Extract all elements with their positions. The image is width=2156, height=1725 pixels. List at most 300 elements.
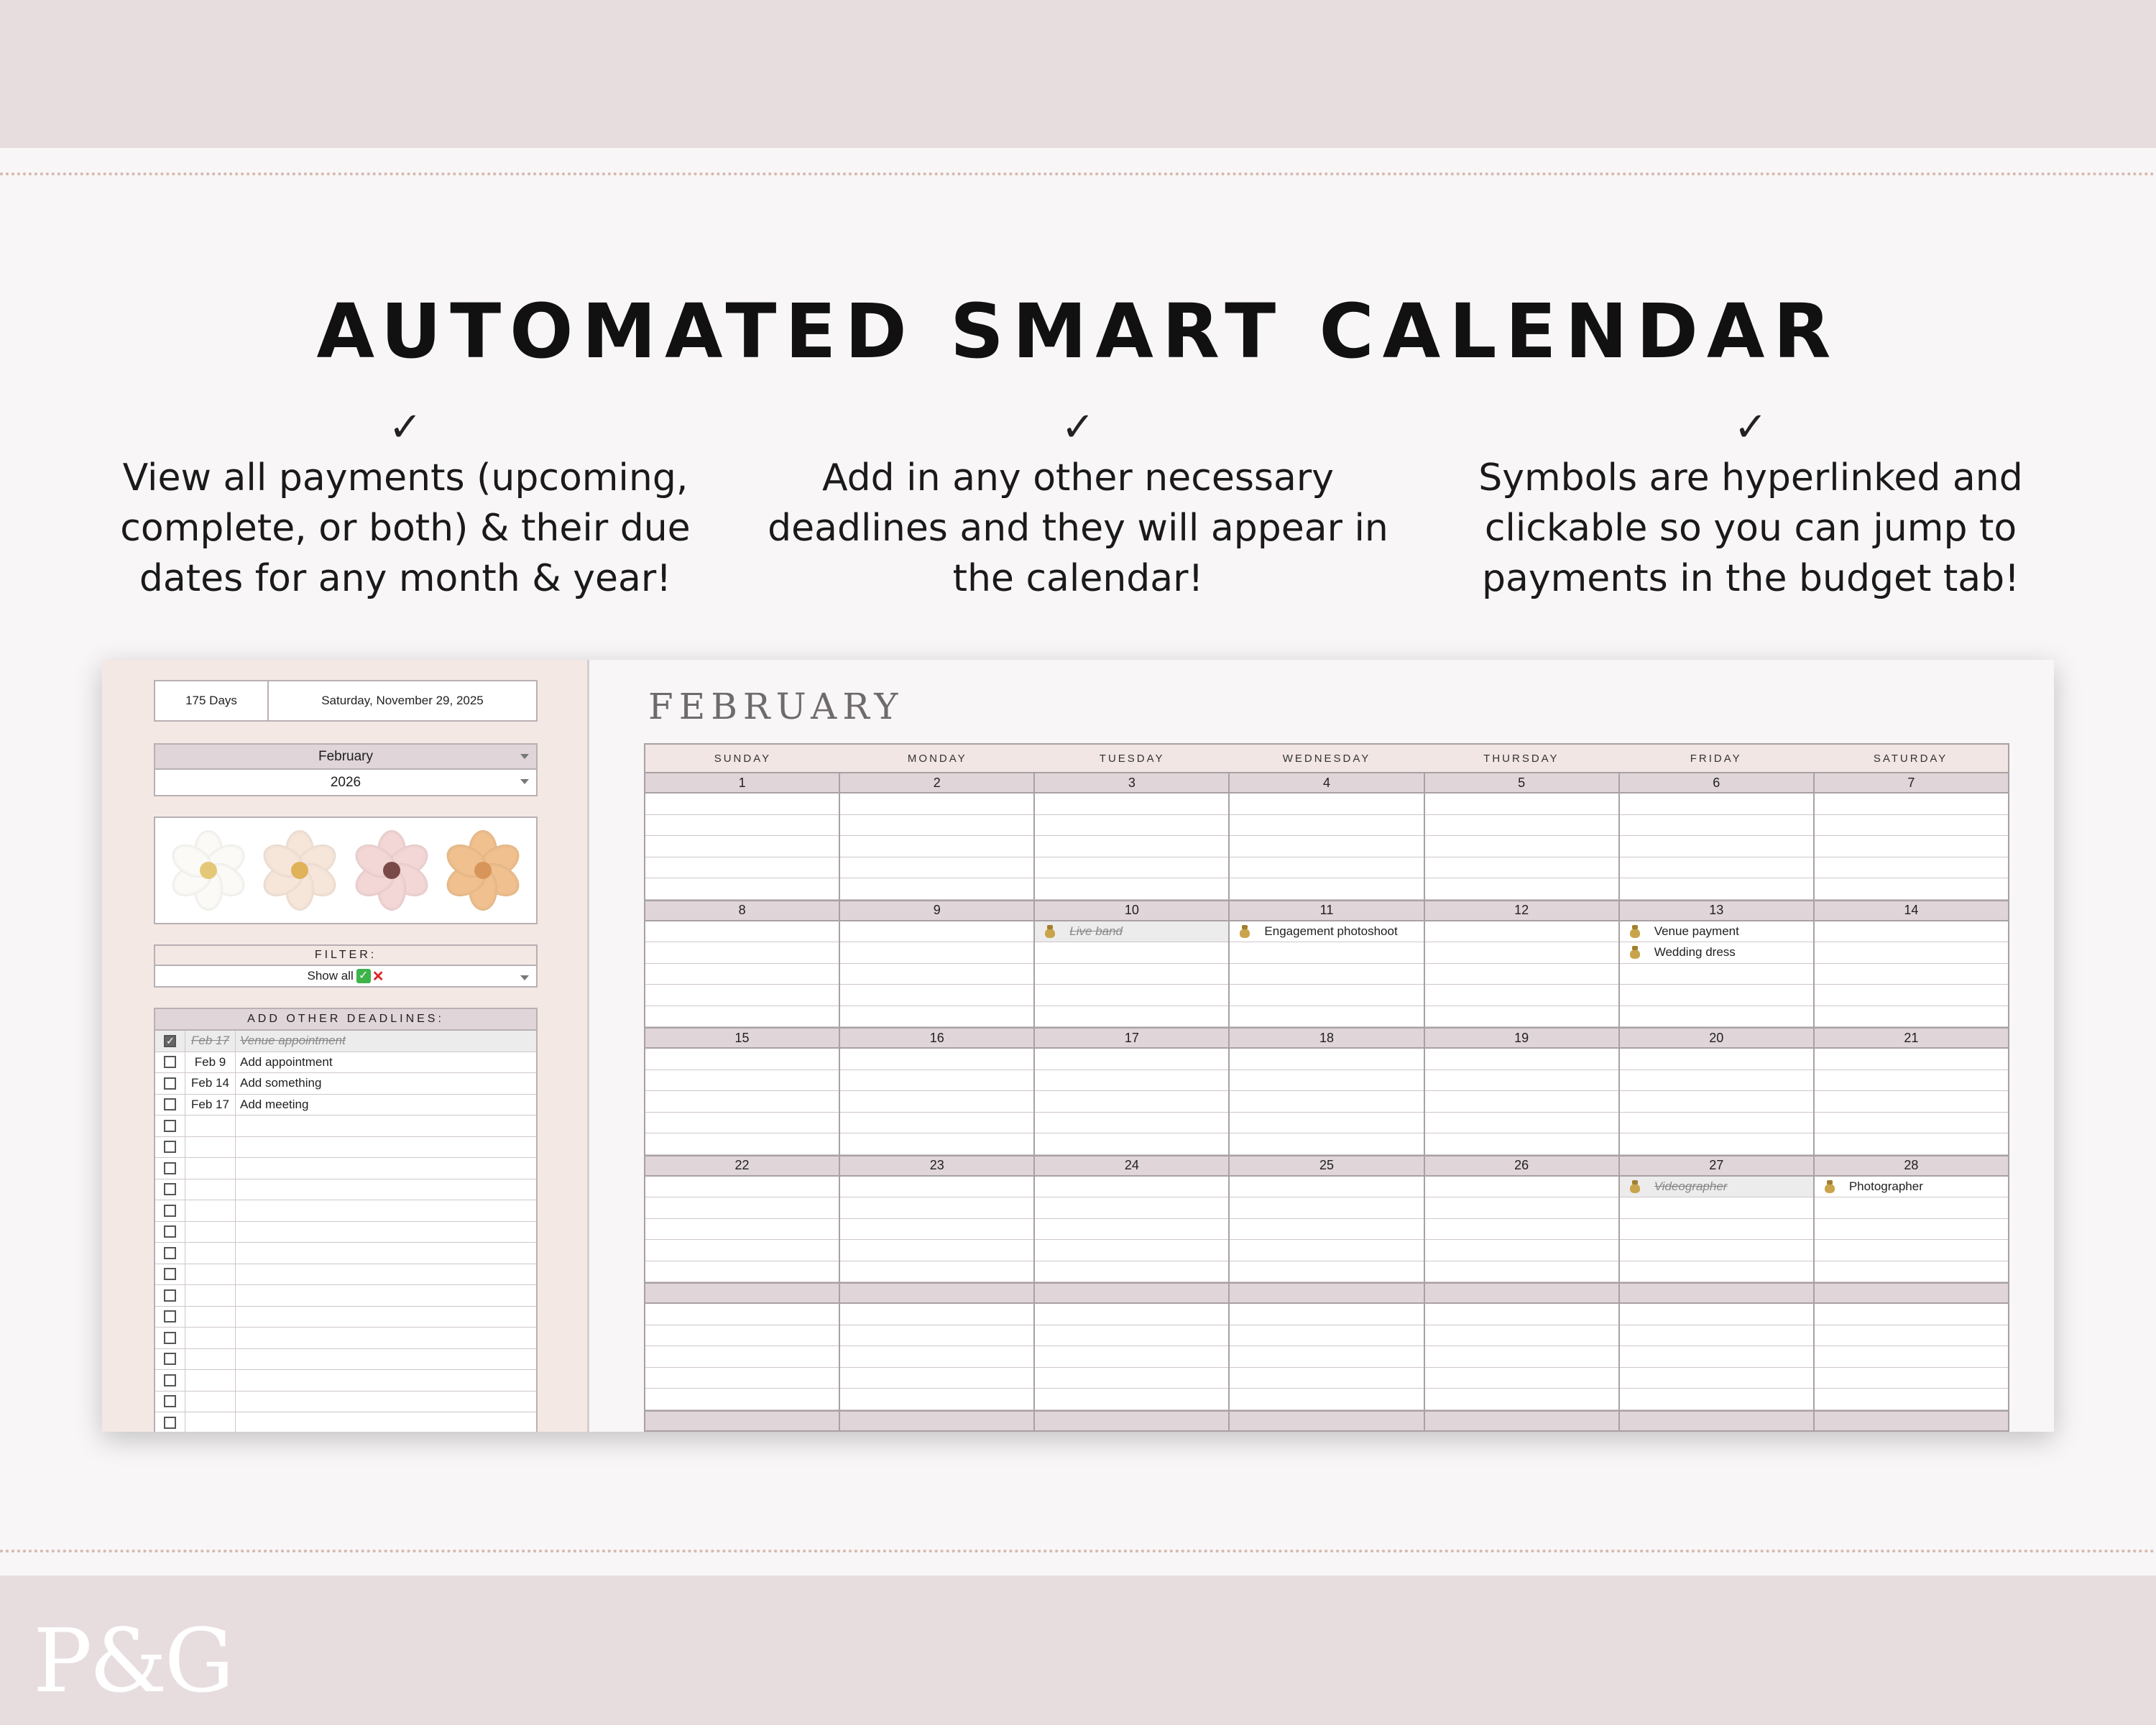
event-label: Engagement photoshoot [1264,924,1398,938]
list-item [155,1412,536,1432]
cell-line [645,1070,839,1092]
cell-line [1815,985,2008,1006]
day-cell [1035,794,1230,900]
event-label: Photographer [1848,1179,1923,1193]
cell-line [840,1219,1033,1241]
date-number: 1 [645,773,840,792]
deadline-checkbox-cell [155,1328,185,1348]
money-bag-icon[interactable] [1238,925,1251,938]
date-number [645,1284,840,1302]
cell-line [1815,1325,2008,1347]
day-cell [1425,1177,1620,1283]
deadline-date[interactable]: Feb 9 [185,1052,236,1073]
deadline-checkbox-cell [155,1179,185,1200]
cell-line [1815,836,2008,857]
day-cell [840,1304,1035,1410]
cell-line [1815,1219,2008,1241]
cell-line [1425,1070,1618,1092]
cell-line [1035,964,1228,985]
date-number-row [645,1027,2008,1049]
cell-line [1620,1325,1813,1347]
deadline-date[interactable] [185,1349,236,1370]
calendar-week [645,900,2008,1028]
cell-line [1815,1113,2008,1134]
cell-line [1620,985,1813,1006]
day-cell [1620,1049,1815,1155]
cell-line [645,1240,839,1261]
list-item [155,1392,536,1413]
deadline-checkbox[interactable] [164,1310,176,1322]
calendar-event [1620,1177,1813,1198]
cell-line [1425,1240,1618,1261]
day-cell [1230,1177,1424,1283]
cell-line [1230,1304,1423,1325]
event-label: Wedding dress [1654,945,1736,960]
deadline-checkbox[interactable] [164,1162,176,1174]
cell-line [1815,1133,2008,1155]
cell-line [1815,1389,2008,1410]
deadline-date[interactable] [185,1412,236,1432]
date-number [1425,1412,1620,1430]
list-item [155,1031,536,1052]
cell-line [1230,1091,1423,1113]
cell-line [1620,1304,1813,1325]
event-label: Videographer [1654,1179,1728,1193]
list-item [155,1285,536,1307]
cell-line [1815,815,2008,837]
check-icon: ✓ [1061,404,1095,451]
cell-line [1230,1197,1423,1219]
deadline-date[interactable] [185,1370,236,1391]
cell-line [1815,1197,2008,1219]
cell-line [1230,794,1423,815]
cell-line [1035,1197,1228,1219]
deadline-checkbox-cell [155,1095,185,1116]
weekday-label: MONDAY [907,752,967,765]
date-number: 10 [1035,901,1230,920]
deadline-date[interactable] [185,1200,236,1221]
cell-line [1230,1325,1423,1347]
cell-line [840,1006,1033,1028]
cell-line [645,815,839,837]
cell-line [1230,985,1423,1006]
cell-line [645,985,839,1006]
cell-line [1815,1240,2008,1261]
deadline-date[interactable] [185,1328,236,1348]
deadline-checkbox[interactable] [164,1395,176,1407]
brand-logo: P&G [33,1610,232,1712]
cell-line [1425,1197,1618,1219]
deadline-date[interactable] [185,1307,236,1328]
deadline-date[interactable] [185,1137,236,1158]
deadline-checkbox[interactable] [164,1077,176,1090]
cell-line [840,857,1033,879]
cell-line [840,1091,1033,1113]
deadline-checkbox[interactable] [164,1183,176,1195]
cell-line [840,964,1033,985]
date-number-row [645,900,2008,921]
cell-line [1230,1070,1423,1092]
cell-line [1035,1049,1228,1070]
deadline-text[interactable]: Add appointment [240,1054,333,1069]
weekday-label: WEDNESDAY [1282,752,1371,765]
date-number-row [645,772,2008,794]
date-number: 2 [840,773,1035,792]
date-number [1815,1412,2008,1430]
calendar-event [1620,942,1813,964]
cell-line [1035,1219,1228,1241]
cell-line [1035,1389,1228,1410]
flower-illustration [154,816,538,924]
red-x-icon: ✕ [372,968,384,985]
deadline-date[interactable] [185,1285,236,1306]
cell-line [645,1113,839,1134]
filter-dropdown[interactable]: Show all ✓ ✕ [155,966,536,986]
calendar-event [1815,1177,2008,1198]
date-number: 14 [1904,903,1919,917]
cell-line [1425,1113,1618,1134]
day-cell [1035,1049,1230,1155]
cell-line [1425,1368,1618,1389]
day-cell [1230,921,1424,1028]
cell-line [840,794,1033,815]
date-number: 19 [1425,1029,1620,1047]
cell-line [1815,964,2008,985]
date-number [1230,1412,1424,1430]
cell-line [1620,1113,1813,1134]
list-item [155,1158,536,1179]
chevron-down-icon [520,975,529,980]
cell-line [1035,794,1228,815]
weekday-label: THURSDAY [1483,752,1560,765]
money-bag-icon[interactable] [1628,925,1641,938]
cell-line [1815,1091,2008,1113]
cell-line [1425,815,1618,837]
feature-text: Symbols are hyperlinked and clickable so you can jump to payments in the budget tab! [1478,456,2023,600]
cell-line [1620,815,1813,837]
calendar-week [645,1282,2008,1410]
cell-line [1815,1261,2008,1283]
dotted-divider-bottom [0,1550,2156,1552]
day-cell [1230,794,1424,900]
deadline-checkbox-cell [155,1285,185,1306]
feature-payments [75,402,736,604]
cell-line [645,1177,839,1198]
date-number-row [645,1410,2008,1432]
cell-line [1230,815,1423,837]
chevron-down-icon [520,779,529,784]
cell-line [1230,1133,1423,1155]
cell-line [645,1346,839,1368]
cell-line [1815,794,2008,815]
date-number: 23 [840,1156,1035,1175]
deadline-checkbox-cell [155,1222,185,1243]
cell-line [645,836,839,857]
deadline-text[interactable]: Add meeting [240,1097,309,1111]
deadline-date[interactable] [185,1116,236,1136]
deadline-checkbox[interactable] [164,1035,176,1047]
date-number: 16 [840,1029,1035,1047]
cell-line [1815,1368,2008,1389]
feature-text: Add in any other necessary deadlines and they will appear in the calendar! [768,456,1388,600]
deadline-checkbox[interactable] [164,1225,176,1238]
deadline-checkbox[interactable] [164,1289,176,1302]
cell-line [1620,1049,1813,1070]
cell-line [1620,964,1813,985]
cell-line [1425,1091,1618,1113]
cell-line [1620,1091,1813,1113]
cell-line [1620,1219,1813,1241]
deadline-checkbox-cell [155,1349,185,1370]
cell-line [1425,1389,1618,1410]
deadline-checkbox-cell [155,1264,185,1285]
cell-line [645,1304,839,1325]
day-cell [645,794,840,900]
calendar-week [645,772,2008,900]
day-cell [1815,794,2008,900]
calendar-event [1230,921,1423,943]
date-number [1620,1284,1815,1302]
money-bag-icon[interactable] [1628,1180,1641,1193]
cell-line [645,878,839,900]
check-icon: ✓ [1733,404,1768,451]
deadline-date[interactable] [185,1158,236,1179]
list-item [155,1179,536,1201]
cell-line [645,1325,839,1347]
cell-line [1035,942,1228,964]
list-item [155,1307,536,1328]
feature-text: View all payments (upcoming, complete, or both) & their due dates for any month & year! [120,456,691,600]
cell-line [1620,1070,1813,1092]
cell-line [840,878,1033,900]
deadline-text[interactable]: Venue appointment [240,1034,346,1048]
day-cell [1230,1049,1424,1155]
money-bag-icon[interactable] [1628,946,1641,959]
day-cell [1425,1049,1620,1155]
day-cell [645,1177,840,1283]
date-number [840,1284,1035,1302]
event-label: Live band [1069,924,1123,938]
feature-deadlines [747,402,1409,604]
filter-box [154,944,538,988]
deadline-checkbox[interactable] [164,1374,176,1386]
deadline-checkbox[interactable] [164,1098,176,1110]
cell-line [1230,1113,1423,1134]
calendar-event [1035,921,1228,943]
cell-line [840,836,1033,857]
date-number: 6 [1620,773,1815,792]
dotted-divider-top [0,172,2156,175]
cell-line [1035,1177,1228,1198]
month-dropdown[interactable]: February [155,745,536,770]
date-number [840,1412,1035,1430]
list-item [155,1349,536,1371]
cell-line [1425,921,1618,943]
cell-line [1230,857,1423,879]
cell-line [1035,1133,1228,1155]
date-number: 26 [1425,1156,1620,1175]
calendar-week [645,1027,2008,1155]
cell-line [1230,1006,1423,1028]
cell-line [645,794,839,815]
month-title: FEBRUARY [648,686,904,727]
cell-line [1815,1006,2008,1028]
cell-line [1230,836,1423,857]
weekday-label: FRIDAY [1690,752,1742,765]
deadline-checkbox[interactable] [164,1141,176,1153]
deadline-checkbox[interactable] [164,1332,176,1344]
cell-line [1425,836,1618,857]
day-cell [645,921,840,1028]
cell-line [1425,1049,1618,1070]
cell-line [1035,857,1228,879]
deadline-date[interactable] [185,1222,236,1243]
countdown-box [154,680,538,722]
deadlines-title: ADD OTHER DEADLINES: [155,1009,536,1031]
cell-line [1035,1346,1228,1368]
date-number: 12 [1425,901,1620,920]
cell-line [1620,1389,1813,1410]
day-cell [1620,794,1815,900]
cell-line [1230,1368,1423,1389]
cell-line [1815,921,2008,943]
date-number [1620,1412,1815,1430]
cell-line [840,1197,1033,1219]
day-cell [1230,1304,1424,1410]
cell-line [1425,1346,1618,1368]
list-item [155,1137,536,1159]
list-item [155,1264,536,1286]
cell-line [840,1240,1033,1261]
deadline-checkbox[interactable] [164,1205,176,1217]
cell-line [1620,878,1813,900]
year-dropdown[interactable]: 2026 [155,770,536,795]
cell-line [645,1091,839,1113]
cell-line [1425,1006,1618,1028]
date-number: 13 [1620,901,1815,920]
deadline-date[interactable]: Feb 17 [185,1095,236,1116]
money-bag-icon[interactable] [1823,1180,1836,1193]
cell-line [840,815,1033,837]
deadline-date[interactable] [185,1243,236,1264]
cell-line [1815,857,2008,879]
deadline-checkbox[interactable] [164,1417,176,1429]
weekday-label: SUNDAY [714,752,772,765]
cell-line [1035,1261,1228,1283]
cell-line [645,921,839,943]
money-bag-icon[interactable] [1044,925,1056,938]
flower-icon [351,830,432,911]
cell-line [840,942,1033,964]
deadline-date[interactable] [185,1179,236,1200]
date-number [645,1412,840,1430]
cell-line [1815,1304,2008,1325]
cell-line [840,1304,1033,1325]
cell-line [1620,1006,1813,1028]
cell-line [1425,1133,1618,1155]
date-number: 24 [1035,1156,1230,1175]
date-number: 28 [1904,1158,1919,1172]
day-cell [840,1177,1035,1283]
calendar-week [645,1155,2008,1283]
cell-line [1230,1219,1423,1241]
deadline-date[interactable] [185,1392,236,1412]
cell-line [1425,857,1618,879]
cell-line [1230,942,1423,964]
cell-line [1035,1240,1228,1261]
day-cell [1035,1177,1230,1283]
chevron-down-icon [520,754,529,759]
deadline-date[interactable]: Feb 14 [185,1073,236,1094]
cell-line [1425,878,1618,900]
day-cell [645,1049,840,1155]
date-number: 9 [840,901,1035,920]
calendar-week [645,1410,2008,1432]
cell-line [1230,1177,1423,1198]
cell-line [840,985,1033,1006]
day-cell [1815,1177,2008,1283]
deadline-checkbox[interactable] [164,1247,176,1259]
cell-line [645,1368,839,1389]
month-year-selector [154,743,538,796]
date-number [1230,1284,1424,1302]
date-number: 20 [1620,1029,1815,1047]
calendar-event [1620,921,1813,943]
date-number: 8 [645,901,840,920]
date-number: 18 [1230,1029,1424,1047]
weekday-header [645,743,2008,772]
date-number: 5 [1425,773,1620,792]
deadline-checkbox[interactable] [164,1353,176,1365]
deadline-checkbox[interactable] [164,1056,176,1068]
today-date: Saturday, November 29, 2025 [321,694,484,707]
cell-line [1425,964,1618,985]
date-number: 3 [1035,773,1230,792]
deadline-date[interactable]: Feb 17 [185,1031,236,1052]
list-item [155,1116,536,1137]
date-number: 11 [1230,901,1424,920]
day-cell [1425,794,1620,900]
deadline-checkbox-cell [155,1158,185,1179]
date-number [1815,1284,2008,1302]
cell-line [1425,942,1618,964]
date-number [1425,1284,1620,1302]
deadline-checkbox-cell [155,1137,185,1158]
cell-line [1035,1325,1228,1347]
deadline-checkbox[interactable] [164,1120,176,1132]
cell-line [1035,1070,1228,1092]
cell-line [1620,794,1813,815]
deadline-text[interactable]: Add something [240,1076,322,1090]
deadline-date[interactable] [185,1264,236,1285]
cell-line [840,1113,1033,1134]
day-cell [1815,1049,2008,1155]
list-item [155,1073,536,1095]
cell-line [1230,1389,1423,1410]
cell-line [840,1389,1033,1410]
cell-line [1620,1197,1813,1219]
day-cell [1620,921,1815,1028]
deadline-checkbox[interactable] [164,1268,176,1280]
weekday-label: TUESDAY [1099,752,1165,765]
cell-line [1815,878,2008,900]
deadline-checkbox-cell [155,1307,185,1328]
list-item [155,1243,536,1264]
date-number: 22 [645,1156,840,1175]
deadline-checkbox-cell [155,1116,185,1136]
day-cell [1815,921,2008,1028]
date-number: 27 [1620,1156,1815,1175]
